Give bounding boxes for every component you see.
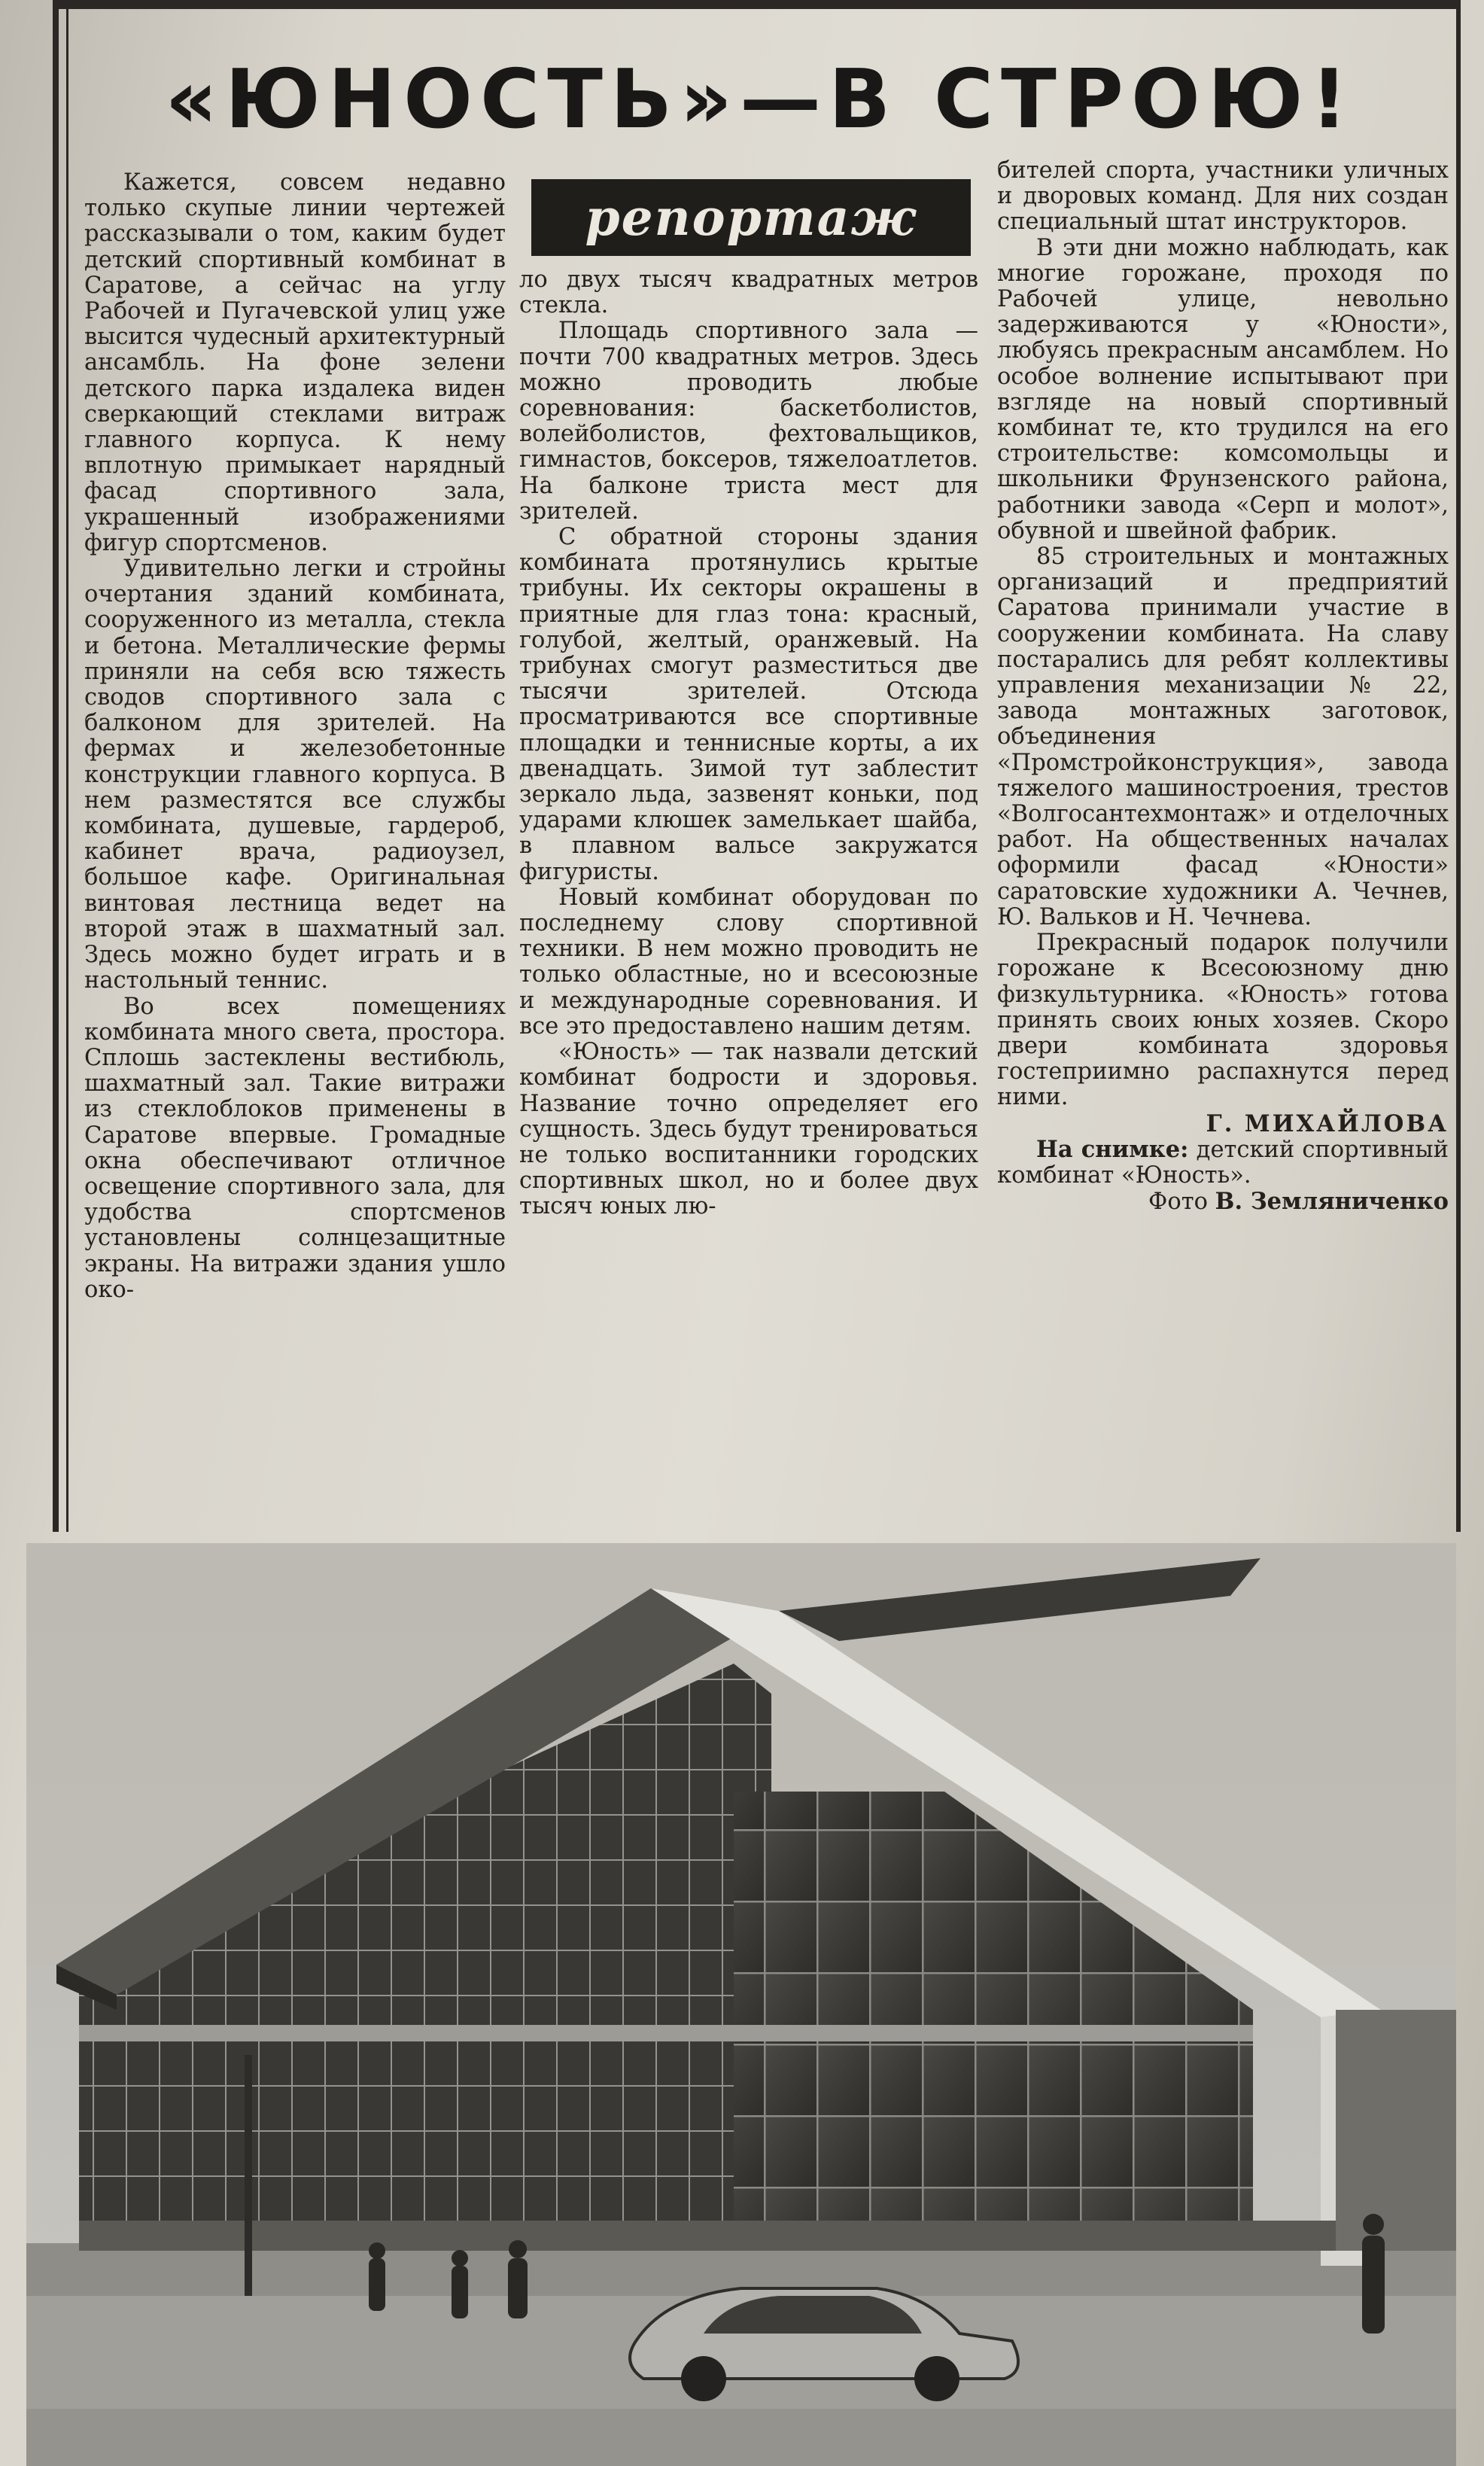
- frame-rule-left-thin: [66, 0, 68, 1532]
- frame-rule-left: [53, 0, 59, 1532]
- paragraph: ло двух тысяч квадратных метров стекла.: [519, 266, 978, 319]
- credit-prefix: Фото: [1148, 1189, 1215, 1216]
- rubric-label: репортаж: [531, 179, 971, 256]
- credit-name: В. Земляниченко: [1215, 1188, 1449, 1216]
- photo-credit: [997, 1189, 1449, 1215]
- paragraph: Удивительно легки и стройны очертания зданий комбината, сооруженного из металла, стекла и бетона. Металлические фермы приняли на себя всю тяжесть сводов спортивного зала с балконом для зрителей. На фермах и железобетонные конструкции главного корпуса. В нем разместятся все службы комбината, душевые, гардероб, кабинет врача, радиоузел, большое кафе. Оригинальная винтовая лестница ведет на второй этаж в шахматный зал. Здесь можно будет играть и в настольный теннис.: [84, 556, 506, 994]
- building-base: [79, 2221, 1381, 2251]
- paragraph: В эти дни можно наблюдать, как многие горожане, проходя по Рабочей улице, невольно задерживаются у «Юности», любуясь прекрасным ансамблем. Но особое волнение испытывают при взгляде на новый спортивный комбинат те, кто трудился на его строительстве: комсомольцы и школьники Фрунзенского района, работники завода «Серп и молот», обувной и швейной фабрик.: [997, 234, 1449, 544]
- article-column-1: [84, 170, 506, 1303]
- paragraph: Во всех помещениях комбината много света, простора. Сплошь застеклены вестибюль, шахматный зал. Такие витражи из стеклоблоков применены в Саратове впервые. Громадные окна обеспечивают отличное освещение спортивного зала, для удобства спортсменов установлены солнцезащитные экраны. На витражи здания ушло око-: [84, 993, 506, 1303]
- building-photo-illustration: [26, 1543, 1456, 2466]
- paragraph: Новый комбинат оборудован по последнему слову спортивной техники. В нем можно проводить не только областные, но и всесоюзные и международные соревнования. И все это предоставлено нашим детям.: [519, 884, 978, 1040]
- caption-lead: На снимке:: [1036, 1135, 1189, 1163]
- paragraph: Площадь спортивного зала — почти 700 квадратных метров. Здесь можно проводить любые соревнования: баскетболистов, волейболистов, фехтовальщиков, гимнастов, боксеров, тяжелоатлетов. На балконе триста мест для зрителей.: [519, 318, 978, 525]
- frame-rule-top: [53, 0, 1460, 9]
- paragraph: бителей спорта, участники уличных и дворовых команд. Для них создан специальный штат инструкторов.: [997, 157, 1449, 236]
- article-headline: «ЮНОСТЬ»—В СТРОЮ!: [165, 53, 1355, 147]
- article-column-2: [519, 267, 978, 1220]
- lamp-post: [245, 2055, 252, 2296]
- caption-text: детский спортивный комбинат «Юность».: [997, 1136, 1449, 1189]
- paragraph: Кажется, совсем недавно только скупые линии чертежей рассказывали о том, каким будет детский спортивный комбинат в Саратове, а сейчас на углу Рабочей и Пугачевской улиц уже высится чудесный архитектурный ансамбль. На фоне зелени детского парка издалека виден сверкающий стеклами витраж главного корпуса. К нему вплотную примыкает нарядный фасад спортивного зала, украшенный изображениями фигур спортсменов.: [84, 169, 506, 556]
- article-author: Г. МИХАЙЛОВА: [1206, 1110, 1449, 1137]
- foreground-shade: [26, 2409, 1456, 2466]
- paragraph: С обратной стороны здания комбината протянулись крытые трибуны. Их секторы окрашены в приятные для глаз тона: красный, голубой, желтый, оранжевый. На трибунах смогут разместиться две тысячи зрителей. Отсюда просматриваются все спортивные площадки и теннисные корты, а их двенадцать. Зимой тут заблестит зеркало льда, зазвенят коньки, под ударами клюшек замелькает шайба, в плавном вальсе закружатся фигуристы.: [519, 524, 978, 885]
- frame-rule-right: [1456, 0, 1461, 1532]
- photo-caption: [997, 1137, 1449, 1189]
- paragraph: 85 строительных и монтажных организаций и предприятий Саратова принимали участие в сооружении комбината. На славу постарались для ребят коллективы управления механизации № 22, завода монтажных заготовок, объединения «Промстройконструкция», завода тяжелого машиностроения, трестов «Волгосантехмонтаж» и отделочных работ. На общественных началах оформили фасад «Юности» саратовские художники А. Чечнев, Ю. Вальков и Н. Чечнева.: [997, 543, 1449, 930]
- paragraph: «Юность» — так назвали детский комбинат бодрости и здоровья. Название точно определяет его сущность. Здесь будут тренироваться не только воспитанники городских спортивных школ, но и более двух тысяч юных лю-: [519, 1039, 978, 1220]
- building-photo: [26, 1543, 1456, 2466]
- article-column-3: [997, 158, 1449, 1215]
- annex: [1336, 2010, 1456, 2251]
- floor-band: [79, 2025, 1253, 2041]
- paragraph: Прекрасный подарок получили горожане к Всесоюзному дню физкультурника. «Юность» готова принять своих юных хозяев. Скоро двери комбината здоровья гостеприимно распахнутся перед ними.: [997, 930, 1449, 1111]
